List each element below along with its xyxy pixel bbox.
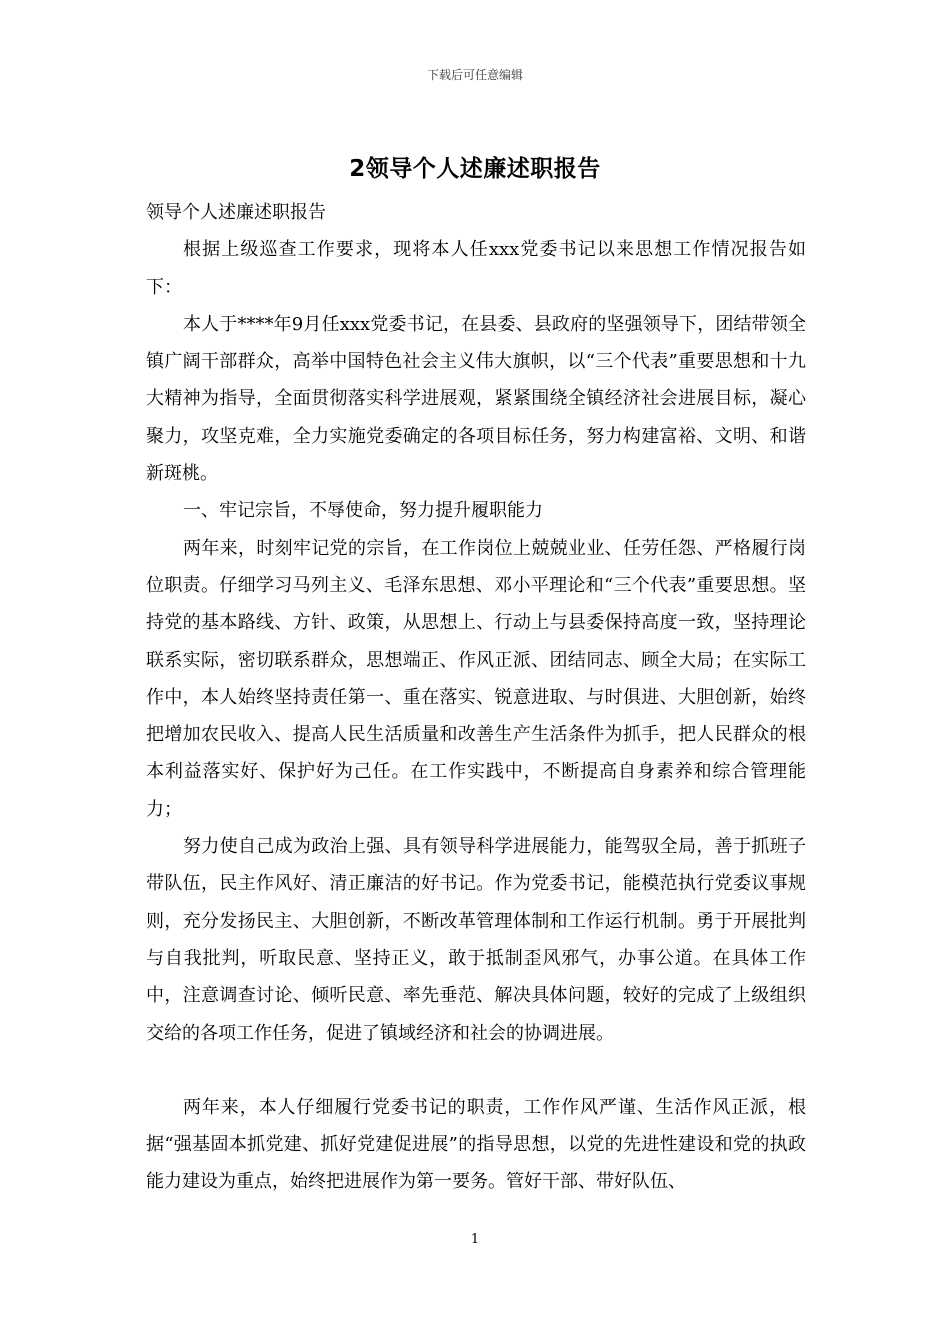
document-body	[146, 194, 806, 1201]
body-paragraph-party-building: 两年来，本人仔细履行党委书记的职责，工作作风严谨、生活作风正派，根据“强基固本抓党建、抓好党建促进展”的指导思想，以党的先进性建设和党的执政能力建设为重点，始终把进展作为第一要务。管好干部、带好队伍、	[146, 1096, 806, 1193]
body-subtitle: 领导个人述廉述职报告	[146, 202, 326, 223]
section-heading-1: 一、牢记宗旨，不辱使命，努力提升履职能力	[183, 500, 543, 522]
document-title: 2领导个人述廉述职报告	[349, 156, 601, 182]
body-paragraph-duty: 两年来，时刻牢记党的宗旨，在工作岗位上兢兢业业、任劳任怨、严格履行岗位职责。仔细学习马列主义、毛泽东思想、邓小平理论和“三个代表”重要思想。坚持党的基本路线、方针、政策，从思想上、行动上与县委保持高度一致，坚持理论联系实际，密切联系群众，思想端正、作风正派、团结同志、顾全大局；在实际工作中，本人始终坚持责任第一、重在落实、锐意进取、与时俱进、大胆创新，始终把增加农民收入、提高人民生活质量和改善生产生活条件为抓手，把人民群众的根本利益落实好、保护好为己任。在工作实践中，不断提高自身素养和综合管理能力；	[146, 537, 806, 820]
body-paragraph-leadership: 努力使自己成为政治上强、具有领导科学进展能力，能驾驭全局，善于抓班子带队伍，民主作风好、清正廉洁的好书记。作为党委书记，能模范执行党委议事规则，充分发扬民主、大胆创新，不断改革管理体制和工作运行机制。勇于开展批判与自我批判，听取民意、坚持正义，敢于抵制歪风邪气，办事公道。在具体工作中，注意调查讨论、倾听民意、率先垂范、解决具体问题，较好的完成了上级组织交给的各项工作任务，促进了镇域经济和社会的协调进展。	[146, 836, 806, 1044]
body-paragraph-intro: 根据上级巡查工作要求，现将本人任xxx党委书记以来思想工作情况报告如下：	[146, 239, 806, 298]
page-header-note: 下载后可任意编辑	[426, 68, 523, 82]
body-paragraph-background: 本人于****年9月任xxx党委书记，在县委、县政府的坚强领导下，团结带领全镇广阔干部群众，高举中国特色社会主义伟大旗帜，以“三个代表”重要思想和十九大精神为指导，全面贯彻落实科学进展观，紧紧围绕全镇经济社会进展目标，凝心聚力，攻坚克难，全力实施党委确定的各项目标任务，努力构建富裕、文明、和谐新斑桃。	[146, 313, 806, 485]
page-number: 1	[470, 1232, 480, 1247]
